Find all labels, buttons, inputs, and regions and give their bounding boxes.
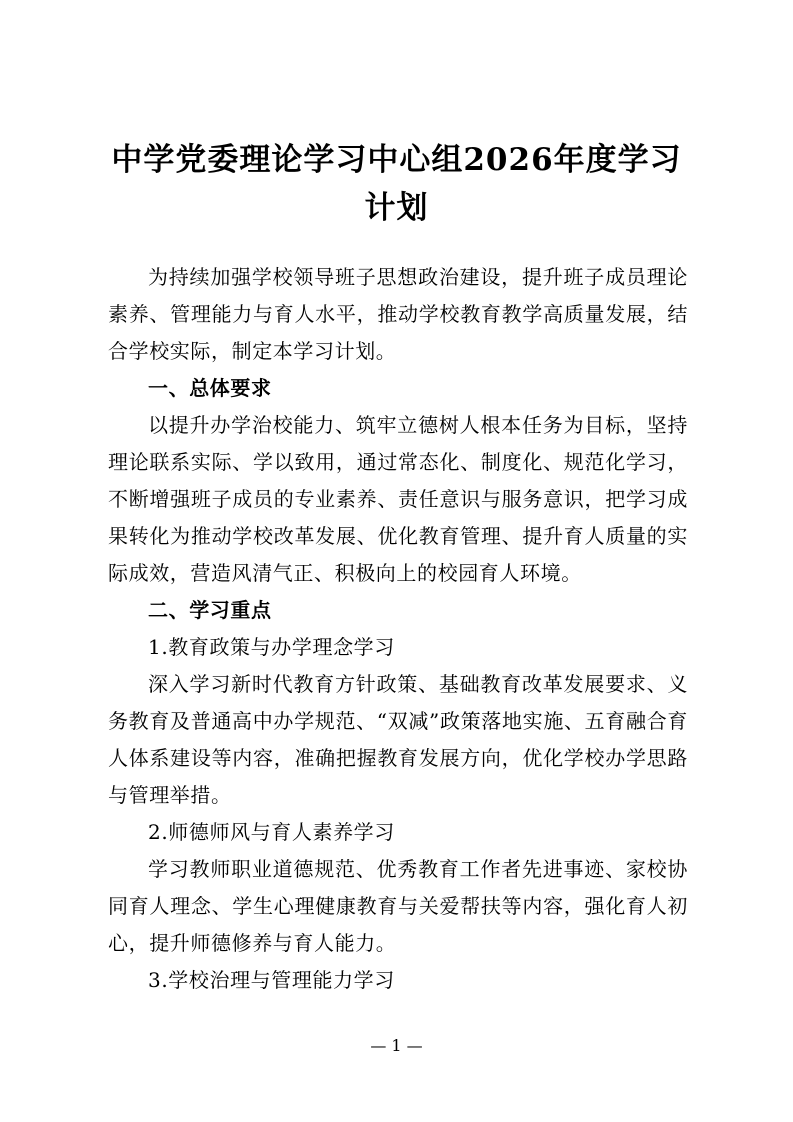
subheading-teacher-ethics: 2.师德师风与育人素养学习 [148,820,395,844]
teacher-ethics-paragraph: 学习教师职业道德规范、优秀教育工作者先进事迹、家校协同育人理念、学生心理健康教育与关爱帮扶等内容，强化育人初心，提升师德修养与育人能力。 [108,857,688,955]
document-body [108,259,688,999]
education-policy-paragraph: 深入学习新时代教育方针政策、基础教育改革发展要求、义务教育及普通高中办学规范、“双减”政策落地实施、五育融合育人体系建设等内容，准确把握教育发展方向，优化学校办学思路与管理举措。 [108,672,688,807]
page-number: — 1 — [370,1036,423,1055]
section-heading-study-focus: 二、学习重点 [148,598,272,622]
section-heading-general-requirements: 一、总体要求 [148,376,272,400]
subheading-school-governance: 3.学校治理与管理能力学习 [148,968,395,992]
intro-paragraph: 为持续加强学校领导班子思想政治建设，提升班子成员理论素养、管理能力与育人水平，推动学校教育教学高质量发展，结合学校实际，制定本学习计划。 [108,265,688,363]
document-title: 中学党委理论学习中心组2026年度学习计划 [111,142,682,226]
subheading-education-policy: 1.教育政策与办学理念学习 [148,635,395,659]
general-requirements-paragraph: 以提升办学治校能力、筑牢立德树人根本任务为目标，坚持理论联系实际、学以致用，通过常态化、制度化、规范化学习，不断增强班子成员的专业素养、责任意识与服务意识，把学习成果转化为推动学校改革发展、优化教育管理、提升育人质量的实际成效，营造风清气正、积极向上的校园育人环境。 [108,413,688,585]
